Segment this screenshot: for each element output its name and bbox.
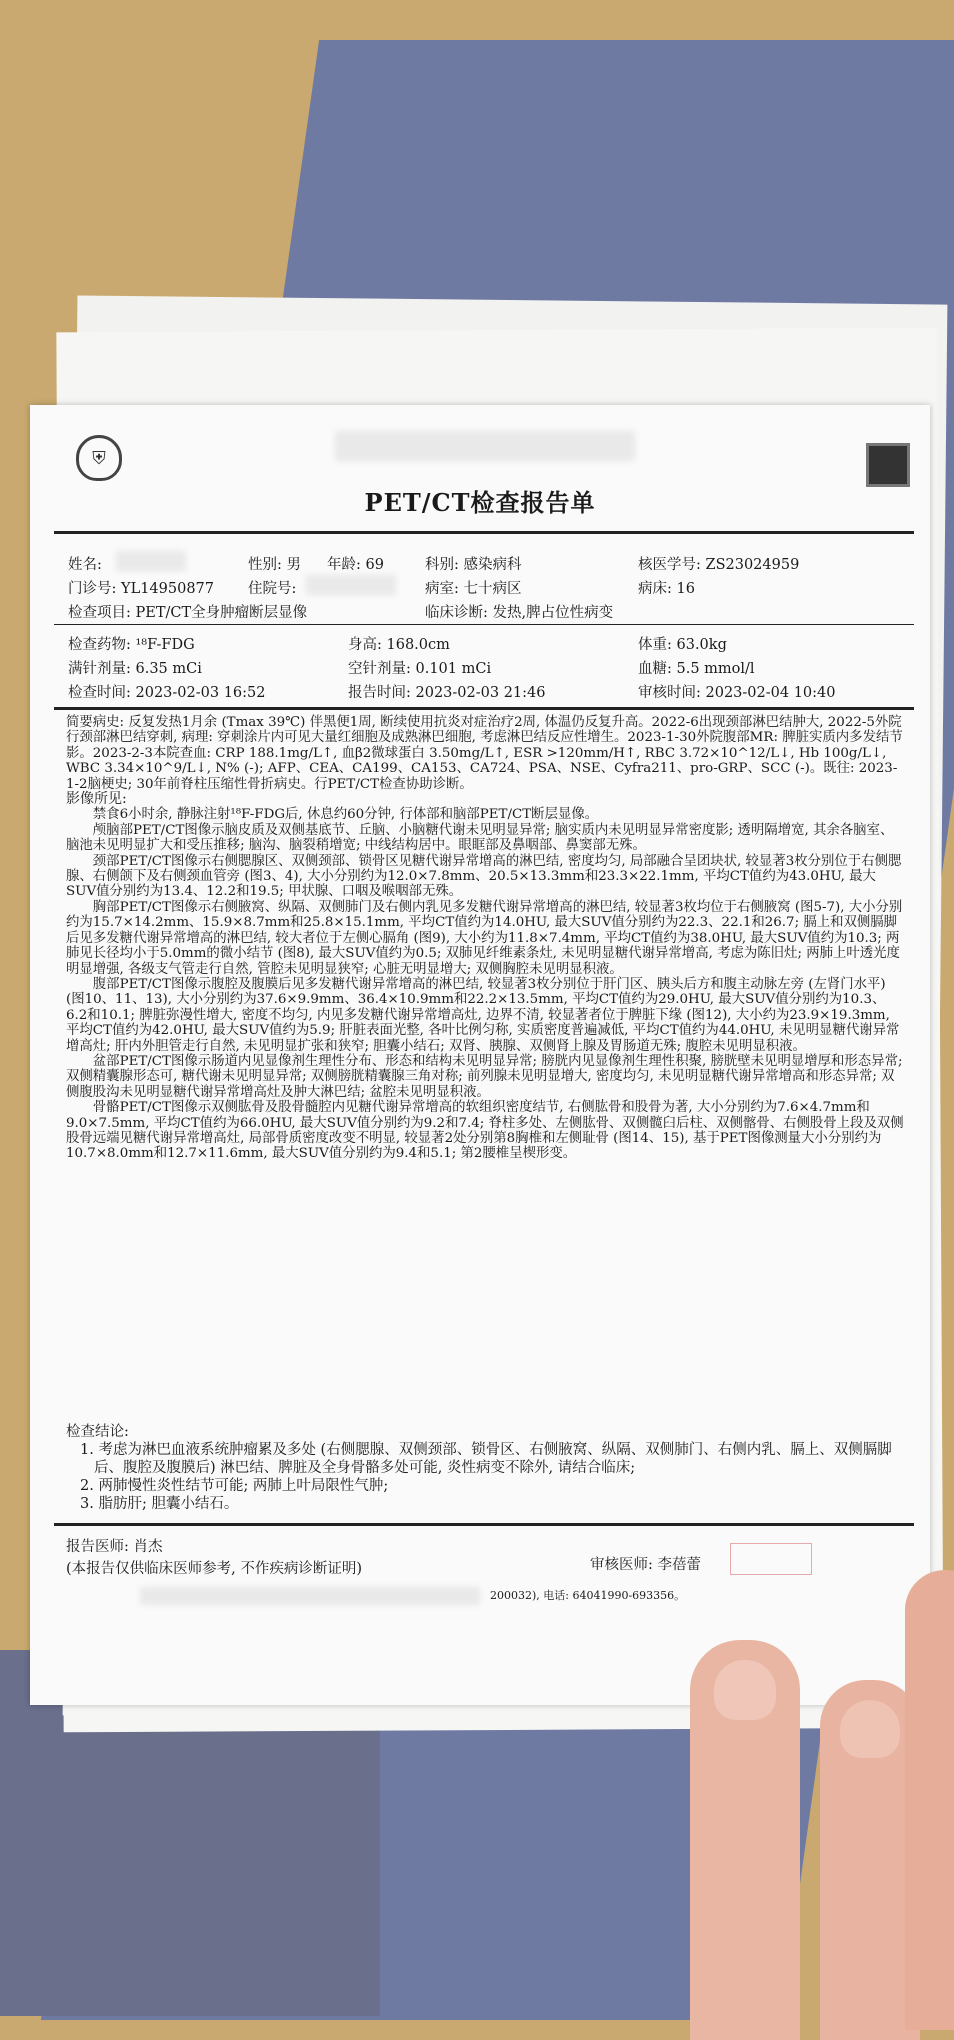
report-page — [30, 405, 930, 1705]
address-phone-text: 200032), 电话: 64041990-693356。 — [490, 1589, 686, 1602]
finding-paragraph: 颅脑部PET/CT图像示脑皮质及双侧基底节、丘脑、小脑糖代谢未见明显异常; 脑实质内未见明显异常密度影; 透明隔增宽, 其余各脑室、脑池未见明显扩大和受压推移; 脑沟、脑裂稍增宽; 中线结构居中。眼眶部及鼻咽部、鼻窦部无殊。 — [66, 822, 894, 854]
exam-time-field: 检查时间: 2023-02-03 16:52 — [68, 685, 266, 701]
exam-item-field: 检查项目: PET/CT全身肿瘤断层显像 — [68, 605, 308, 621]
info-bottom-rule — [54, 707, 914, 710]
history-text: 简要病史: 反复发热1月余 (Tmax 39℃) 伴黑便1周, 断续使用抗炎对症治疗2周, 体温仍反复升高。2022-6出现颈部淋巴结肿大, 2022-5外院行颈部淋巴结穿刺, 病理: 穿刺涂片内可见大量红细胞及成熟淋巴细胞, 考虑淋巴结反应性增生。2023-1-30外院腹部MR: 脾脏实质内多发结节影。2023-2-3本院查血: CRP 188.1mg/L↑, 血β2微球蛋白 3.50mg/L↑, ESR >120mm/H↑, RBC 3.72×10^12/L↓, Hb 100g/L↓, WBC 3.34×10^9/L↓, N% (-); AFP、CEA、CA199、CA153、CA724、PSA、NSE、Cyfra211、pro-GRP、SCC (-)。既往: 2023-1-2脑梗史; 30年前脊柱压缩性骨折病史。行PET/CT检查协助诊断。 — [66, 715, 903, 792]
weight-field: 体重: 63.0kg — [638, 637, 727, 653]
fingernail — [714, 1660, 776, 1720]
empty-dose-field: 空针剂量: 0.101 mCi — [348, 661, 492, 677]
findings-label: 影像所见: — [66, 791, 127, 808]
info-divider-1 — [54, 624, 914, 625]
inpatient-label: 住院号: — [248, 581, 297, 597]
clinic-id-field: 门诊号: YL14950877 — [68, 581, 214, 597]
report-body — [66, 715, 904, 1162]
hospital-logo-icon: ⛨ — [76, 435, 122, 481]
nuclear-id-field: 核医学号: ZS23024959 — [638, 557, 800, 573]
name-label: 姓名: — [68, 557, 102, 573]
height-field: 身高: 168.0cm — [348, 637, 450, 653]
bed-field: 病床: 16 — [638, 581, 695, 597]
qr-code-icon — [866, 443, 910, 487]
redacted-address — [140, 1587, 480, 1605]
ward-field: 病室: 七十病区 — [425, 581, 522, 597]
footer-rule — [54, 1523, 914, 1526]
conclusion-item: 2. 两肺慢性炎性结节可能; 两肺上叶局限性气肿; — [80, 1478, 389, 1494]
drug-field: 检查药物: ¹⁸F-FDG — [68, 637, 195, 653]
department-field: 科别: 感染病科 — [425, 557, 522, 573]
reporter-field: 报告医师: 肖杰 — [66, 1539, 163, 1555]
disclaimer-text: (本报告仅供临床医师参考, 不作疾病诊断证明) — [66, 1561, 363, 1577]
full-dose-field: 满针剂量: 6.35 mCi — [68, 661, 202, 677]
clinical-diagnosis-field: 临床诊断: 发热,脾占位性病变 — [425, 605, 614, 621]
header-rule — [54, 531, 914, 534]
glucose-field: 血糖: 5.5 mmol/l — [638, 661, 755, 677]
fingernail — [840, 1700, 900, 1758]
conclusion-item: 1. 考虑为淋巴血液系统肿瘤累及多处 (右侧腮腺、双侧颈部、锁骨区、右侧腋窝、纵隔、双侧肺门、右侧内乳、膈上、双侧膈脚后、腹腔及腹膜后) 淋巴结、脾脏及全身骨骼多处可能, 炎性病变不除外, 请结合临床; — [80, 1442, 892, 1476]
conclusion-label: 检查结论: — [66, 1424, 129, 1440]
review-time-field: 审核时间: 2023-02-04 10:40 — [638, 685, 836, 701]
signature-stamp — [730, 1543, 812, 1575]
redacted-name — [116, 551, 186, 571]
gender-field: 性别: 男 — [248, 557, 301, 573]
finding-paragraph: 盆部PET/CT图像示肠道内见显像剂生理性分布、形态和结构未见明显异常; 膀胱内见显像剂生理性积聚, 膀胱壁未见明显增厚和形态异常; 双侧精囊腺形态可, 糖代谢未见明显异常; 双侧膀胱精囊腺三角对称; 前列腺未见明显增大, 密度均匀, 未见明显糖代谢异常增高和形态异常; 双侧腹股沟未见明显糖代谢异常增高灶及肿大淋巴结; 盆腔未见明显积液。 — [66, 1053, 903, 1100]
conclusion-section — [66, 1423, 904, 1513]
report-title: PET/CT检查报告单 — [364, 488, 596, 517]
redacted-inpatient-id — [306, 575, 396, 595]
reviewer-field: 审核医师: 李蓓蕾 — [590, 1557, 701, 1573]
finding-paragraph: 腹部PET/CT图像示腹腔及腹膜后见多发糖代谢异常增高的淋巴结, 较显著3枚分别位于肝门区、胰头后方和腹主动脉左旁 (左肾门水平) (图10、11、13), 大小分别约为37.6×9.9mm、36.4×10.9mm和22.2×13.5mm, 平均CT值约为29.0HU, 最大SUV值分别约为10.3、6.2和10.1; 脾脏弥漫性增大, 密度不均匀, 内见多发糖代谢异常增高灶, 边界不清, 较显著者位于脾脏下缘 (图12), 大小约为23.9×19.3mm, 平均CT值约为42.0HU, 最大SUV值约为5.9; 肝脏表面光整, 各叶比例匀称, 实质密度普遍减低, 平均CT值约为44.0HU, 未见明显糖代谢异常增高灶; 肝内外胆管走行自然, 未见明显扩张和狭窄; 胆囊小结石; 双肾、胰腺、双侧肾上腺及胃肠道无殊; 腹腔未见明显积液。 — [66, 976, 900, 1054]
finding-paragraph: 胸部PET/CT图像示右侧腋窝、纵隔、双侧肺门及右侧内乳见多发糖代谢异常增高的淋巴结, 较显著3枚均位于右侧腋窝 (图5-7), 大小分别约为15.7×14.2mm、15.9×8.7mm和25.8×15.1mm, 平均CT值约为14.0HU, 最大SUV值分别约为22.3、22.1和26.7; 膈上和双侧膈脚后见多发糖代谢异常增高的淋巴结, 较大者位于左侧心膈角 (图9), 大小约为11.8×7.4mm, 平均CT值约为38.0HU, 最大SUV值约为10.3; 两肺见长径均小于5.0mm的微小结节 (图8), 最大SUV值约为0.5; 双肺见纤维素条灶, 未见明显糖代谢异常增高, 考虑为陈旧灶; 两肺上叶透光度明显增强, 各级支气管走行自然, 管腔未见明显狭窄; 心脏无明显增大; 双侧胸腔未见明显积液。 — [66, 899, 903, 977]
conclusion-item: 3. 脂肪肝; 胆囊小结石。 — [80, 1496, 239, 1512]
redacted-hospital-name — [335, 431, 635, 461]
hand-finger — [905, 1570, 954, 2030]
report-time-field: 报告时间: 2023-02-03 21:46 — [348, 685, 546, 701]
finding-paragraph: 颈部PET/CT图像示右侧腮腺区、双侧颈部、锁骨区见糖代谢异常增高的淋巴结, 密度均匀, 局部融合呈团块状, 较显著3枚分别位于右侧腮腺、右侧颌下及右侧颈血管旁 (图3、4), 大小分别约为12.0×7.8mm、20.5×13.3mm和23.3×22.1mm, 平均CT值约为43.0HU, 最大SUV值分别约为13.4、12.2和19.5; 甲状腺、口咽及喉咽部无殊。 — [66, 853, 902, 900]
finding-paragraph: 骨骼PET/CT图像示双侧肱骨及股骨髓腔内见糖代谢异常增高的软组织密度结节, 右侧肱骨和股骨为著, 大小分别约为7.6×4.7mm和9.0×7.5mm, 平均CT值约为66.0HU, 最大SUV值分别约为9.2和7.4; 脊柱多处、左侧肱骨、双侧髋臼后柱、双侧髂骨、右侧股骨上段及双侧股骨远端见糖代谢异常增高灶, 局部骨质密度改变不明显, 较显著2处分别第8胸椎和左侧耻骨 (图14、15), 基于PET图像测量大小分别约为10.7×8.0mm和12.7×11.6mm, 最大SUV值分别约为9.4和5.1; 第2腰椎呈楔形变。 — [66, 1100, 904, 1162]
finding-paragraph: 禁食6小时余, 静脉注射¹⁸F-FDG后, 休息约60分钟, 行体部和脑部PET/CT断层显像。 — [92, 807, 599, 823]
age-field: 年龄: 69 — [327, 557, 384, 573]
